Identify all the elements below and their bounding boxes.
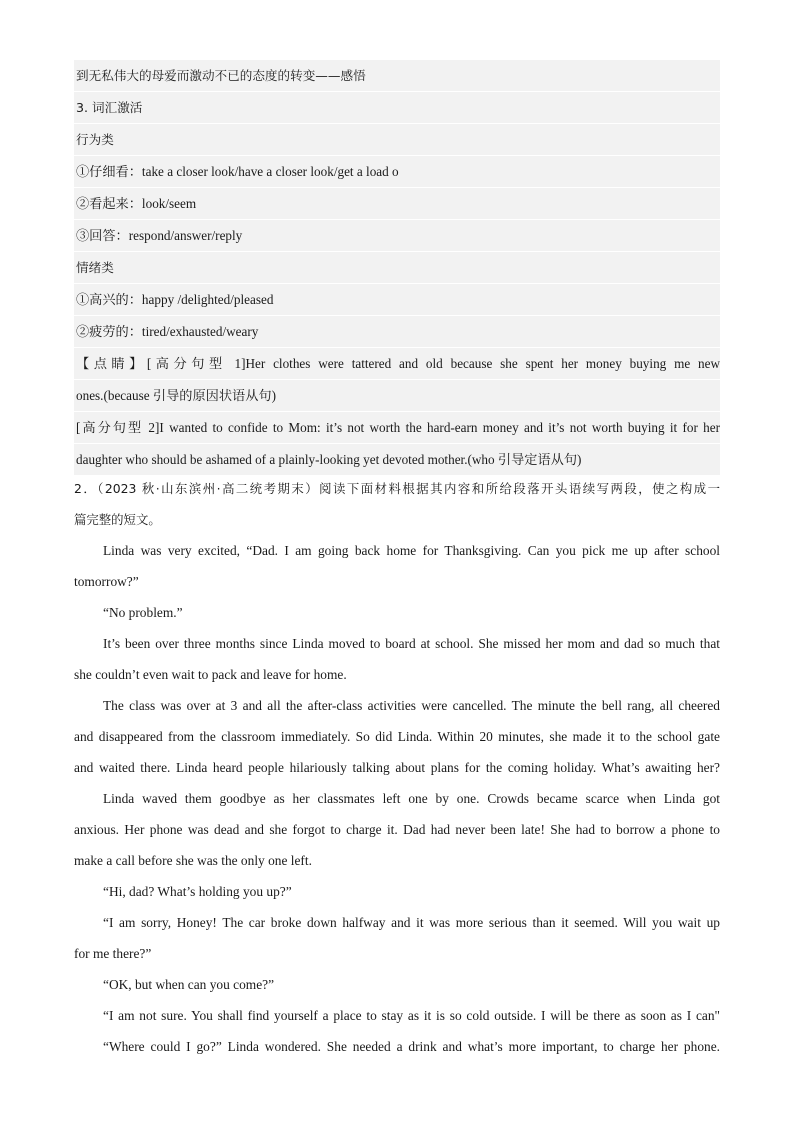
story-paragraph-line: for me there?” xyxy=(74,946,152,961)
notes-vocab-item: ①高兴的：happy /delighted/pleased xyxy=(74,284,720,316)
notes-category-emotions: 情绪类 xyxy=(74,252,720,284)
story-paragraph-line: It’s been over three months since Linda moved to board at school. She missed her mom and dad so much that xyxy=(103,636,720,651)
question-and-story xyxy=(74,473,720,1062)
story-paragraph-line: “I am not sure. You shall find yourself a place to stay as it is so cold outside. I will be there as soon as I can" xyxy=(103,1008,720,1023)
notes-vocab-item: ②疲劳的：tired/exhausted/weary xyxy=(74,316,720,348)
notes-shaded-box xyxy=(74,60,720,476)
story-paragraph-line: “Where could I go?” Linda wondered. She needed a drink and what’s more important, to charge her phone. xyxy=(103,1039,720,1054)
notes-vocab-item: ③回答：respond/answer/reply xyxy=(74,220,720,252)
notes-highlight-sentence-1-cont: ones.(because 引导的原因状语从句) xyxy=(74,380,720,412)
story-paragraph-line: “OK, but when can you come?” xyxy=(103,977,275,992)
story-paragraph-line: anxious. Her phone was dead and she forgot to charge it. Dad had never been late! She had to borrow a phone to xyxy=(74,822,720,837)
story-paragraph-line: Linda was very excited, “Dad. I am going back home for Thanksgiving. Can you pick me up after school xyxy=(103,543,720,558)
notes-vocab-item: ①仔细看：take a closer look/have a closer look/get a load o xyxy=(74,156,720,188)
notes-line: 到无私伟大的母爱而激动不已的态度的转变——感悟 xyxy=(74,60,720,92)
story-paragraph-line: she couldn’t even wait to pack and leave for home. xyxy=(74,667,347,682)
notes-heading-vocab: 3. 词汇激活 xyxy=(74,92,720,124)
story-paragraph-line: Linda waved them goodbye as her classmates left one by one. Crowds became scarce when Linda got xyxy=(103,791,720,806)
notes-highlight-sentence-2: [高分句型 2]I wanted to confide to Mom: it’s not worth the hard-earn money and it’s not worth buying it for her xyxy=(74,412,720,444)
story-paragraph-line: “Hi, dad? What’s holding you up?” xyxy=(103,884,292,899)
notes-vocab-item: ②看起来：look/seem xyxy=(74,188,720,220)
story-paragraph-line: make a call before she was the only one left. xyxy=(74,853,312,868)
story-paragraph-line: and disappeared from the classroom immediately. So did Linda. Within 20 minutes, she made it to the school gate xyxy=(74,729,720,744)
story-paragraph-line: tomorrow?” xyxy=(74,574,139,589)
question-instruction: 2．（2023 秋·山东滨州·高二统考期末）阅读下面材料根据其内容和所给段落开头语续写两段，使之构成一 xyxy=(74,481,720,496)
question-instruction-cont: 篇完整的短文。 xyxy=(74,512,161,527)
notes-highlight-sentence-1: 【点睛】[高分句型 1]Her clothes were tattered and old because she spent her money buying me new xyxy=(74,348,720,380)
story-paragraph-line: “I am sorry, Honey! The car broke down halfway and it was more serious than it seemed. Will you wait up xyxy=(103,915,720,930)
story-paragraph-line: “No problem.” xyxy=(103,605,183,620)
story-paragraph-line: and waited there. Linda heard people hilariously talking about plans for the coming holiday. What’s awaiting her? xyxy=(74,760,720,775)
notes-highlight-sentence-2-cont: daughter who should be ashamed of a plainly-looking yet devoted mother.(who 引导定语从句) xyxy=(74,444,720,476)
notes-category-actions: 行为类 xyxy=(74,124,720,156)
story-paragraph-line: The class was over at 3 and all the after-class activities were cancelled. The minute the bell rang, all cheered xyxy=(103,698,720,713)
